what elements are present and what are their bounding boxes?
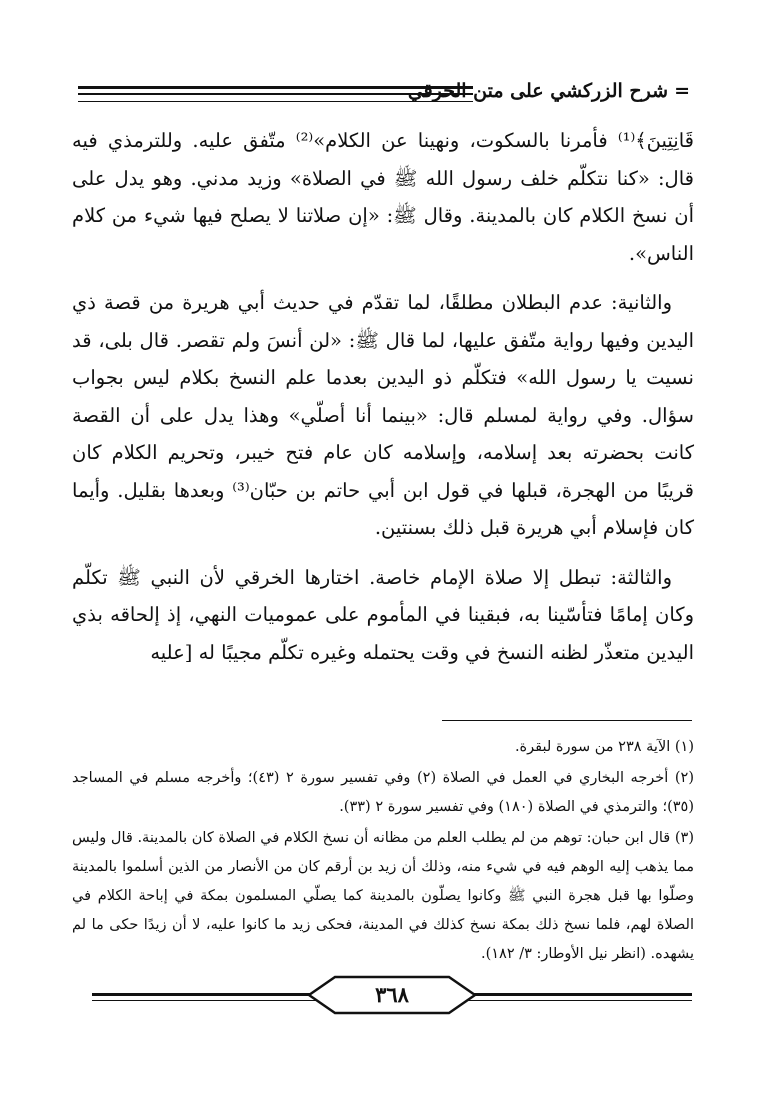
footnotes [72, 733, 694, 969]
header-rule [78, 86, 473, 102]
footnote-1: (١) الآية ٢٣٨ من سورة لبقرة. [514, 739, 694, 755]
paragraph-2: والثانية: عدم البطلان مطلقًا، لما تقدّم في حديث أبي هريرة من قصة ذي اليدين وفيها رواية متّفق عليها، لما قال ﷺ: «لن أنسَ ولم تقصر. قال بلى، قد نسيت يا رسول الله» فتكلّم ذو اليدين بعدما علم النسخ بكلام ليس بجواب سؤال. وفي رواية لمسلم قال: «بينما أنا أصلّي» وهذا يدل على أن القصة كانت بحضرته بعد إسلامه، وإسلامه كان عام فتح خيبر، وتحريم الكلام كان قريبًا من الهجرة، قبلها في قول ابن أبي حاتم بن حبّان⁽³⁾ وبعدها بقليل. وأيما كان فإسلام أبي هريرة قبل ذلك بسنتين. [72, 291, 695, 539]
page-number: ٣٦٨ [375, 982, 409, 1007]
main-text [72, 122, 694, 671]
paragraph-1: قَانِتِينَ﴾⁽¹⁾ فأمرنا بالسكوت، ونهينا عن الكلام»⁽²⁾ متّفق عليه. وللترمذي فيه قال: «كنا نتكلّم خلف رسول الله ﷺ في الصلاة» وزيد مدني. وهو يدل على أن نسخ الكلام كان بالمدينة. وقال ﷺ: «إن صلاتنا لا يصلح فيها شيء من كلام الناس». [72, 129, 694, 265]
header-title-text: شرح الزركشي على متن الخرقي [407, 80, 669, 102]
paragraph-3: والثالثة: تبطل إلا صلاة الإمام خاصة. اختارها الخرقي لأن النبي ﷺ تكلّم وكان إمامًا فتأسّينا به، فبقينا في المأموم على عموميات النهي، إذ إلحاقه بذي اليدين متعذّر لظنه النسخ في وقت يحتمله وغيره تكلّم مجيبًا له [عليه [72, 565, 694, 664]
footnote-2: (٢) أخرجه البخاري في العمل في الصلاة (٢) وفي تفسير سورة ٢ (٤٣)؛ وأخرجه مسلم في المساجد (٣٥)؛ والترمذي في الصلاة (١٨٠) وفي تفسير سورة ٢ (٣٣). [72, 770, 694, 815]
running-header [78, 78, 690, 108]
header-mark: = [674, 80, 690, 102]
page-number-block [92, 975, 692, 1015]
footnote-3: (٣) قال ابن حبان: توهم من لم يطلب العلم من مظانه أن نسخ الكلام في الصلاة كان بالمدينة. قال وليس مما يذهب إليه الوهم فيه في شيء منه، وذلك أن زيد بن أرقم كان من الأنصار من الذين أسلموا بالمدينة وصلّوا بها قبل هجرة النبي ﷺ وكانوا يصلّون بالمدينة كما يصلّي المسلمون بمكة في إباحة الكلام في الصلاة لهم، فلما نسخ ذلك بمكة نسخ كذلك في المدينة، فحكى زيد ما كانوا عليه، لا أن زيدًا حكى ما لم يشهده. (انظر نيل الأوطار: ٣/ ١٨٢). [72, 830, 694, 962]
footnote-separator [442, 720, 692, 721]
